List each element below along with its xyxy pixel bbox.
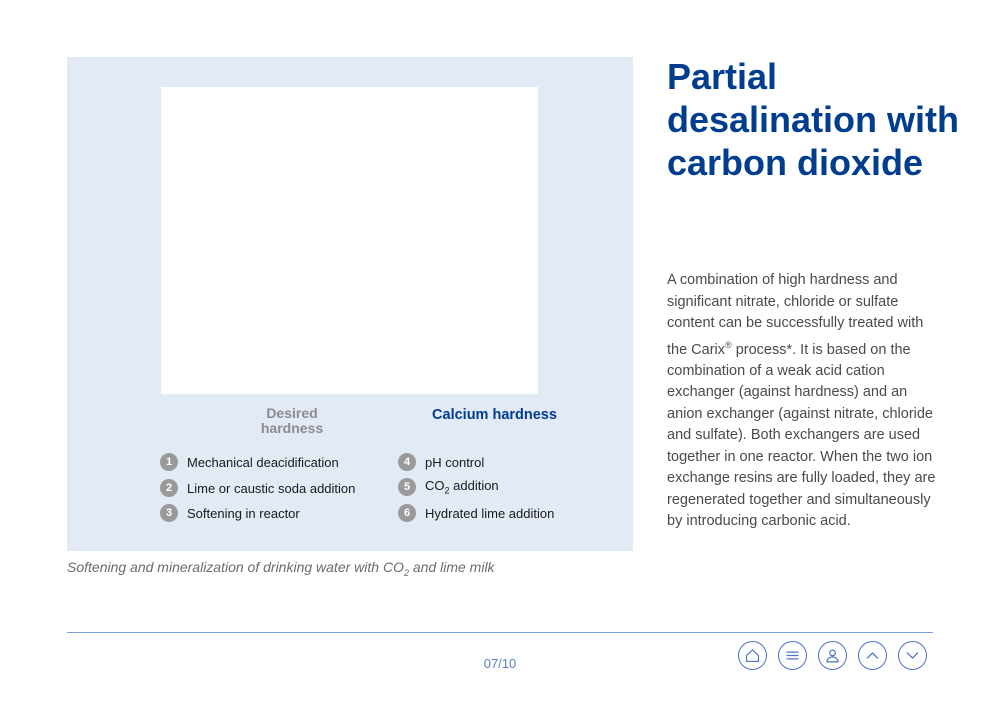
legend-number-badge: 5 <box>398 478 416 496</box>
legend-text: Hydrated lime addition <box>425 505 555 521</box>
figure-panel <box>67 57 633 551</box>
home-button[interactable] <box>738 641 767 670</box>
body-paragraph: A combination of high hardness and significant nitrate, chloride or sulfate content can be successfully treated with the Carix® process*. It is based on the combination of a weak acid cation exchanger (against hardness) and an anion exchanger (against nitrate, chloride and sulfate). Both exchangers are used together in one reactor. When the two ion exchange resins are fully loaded, they are regenerated together and simultaneously by introducing carbonic acid. <box>667 272 936 530</box>
contact-button[interactable] <box>818 641 847 670</box>
desired-hardness-label: Desired hardness <box>260 405 324 436</box>
chevron-up-icon <box>864 647 881 664</box>
person-icon <box>824 647 841 664</box>
home-icon <box>744 647 761 664</box>
legend-text: Mechanical deacidification <box>187 454 339 470</box>
process-diagram-image <box>161 87 538 394</box>
legend-text: pH control <box>425 454 485 470</box>
legend-number-badge: 2 <box>160 479 178 497</box>
legend-item-4 <box>398 453 484 471</box>
legend-item-2 <box>160 479 355 497</box>
legend-item-1 <box>160 453 339 471</box>
legend-item-5 <box>398 478 499 496</box>
legend-text: Lime or caustic soda addition <box>187 480 356 496</box>
legend-number-badge: 3 <box>160 504 178 522</box>
legend-number-badge: 1 <box>160 453 178 471</box>
legend-number-badge: 4 <box>398 453 416 471</box>
legend-item-6 <box>398 504 554 522</box>
legend-text: Softening in reactor <box>187 505 300 521</box>
calcium-hardness-label: Calcium hardness <box>432 407 557 423</box>
previous-page-button[interactable] <box>858 641 887 670</box>
chevron-down-icon <box>904 647 921 664</box>
menu-icon <box>784 647 801 664</box>
figure-caption: Softening and mineralization of drinking water with $CO_2$ and lime milk <box>67 559 495 578</box>
next-page-button[interactable] <box>898 641 927 670</box>
menu-button[interactable] <box>778 641 807 670</box>
page-title: Partial desalination with carbon dioxide <box>667 56 960 183</box>
footer-divider <box>67 632 933 633</box>
footer-navigation <box>738 641 927 670</box>
legend-item-3 <box>160 504 300 522</box>
legend-number-badge: 6 <box>398 504 416 522</box>
legend-text: $CO_2$ addition <box>425 478 499 496</box>
page-number: 07/10 <box>483 656 517 671</box>
